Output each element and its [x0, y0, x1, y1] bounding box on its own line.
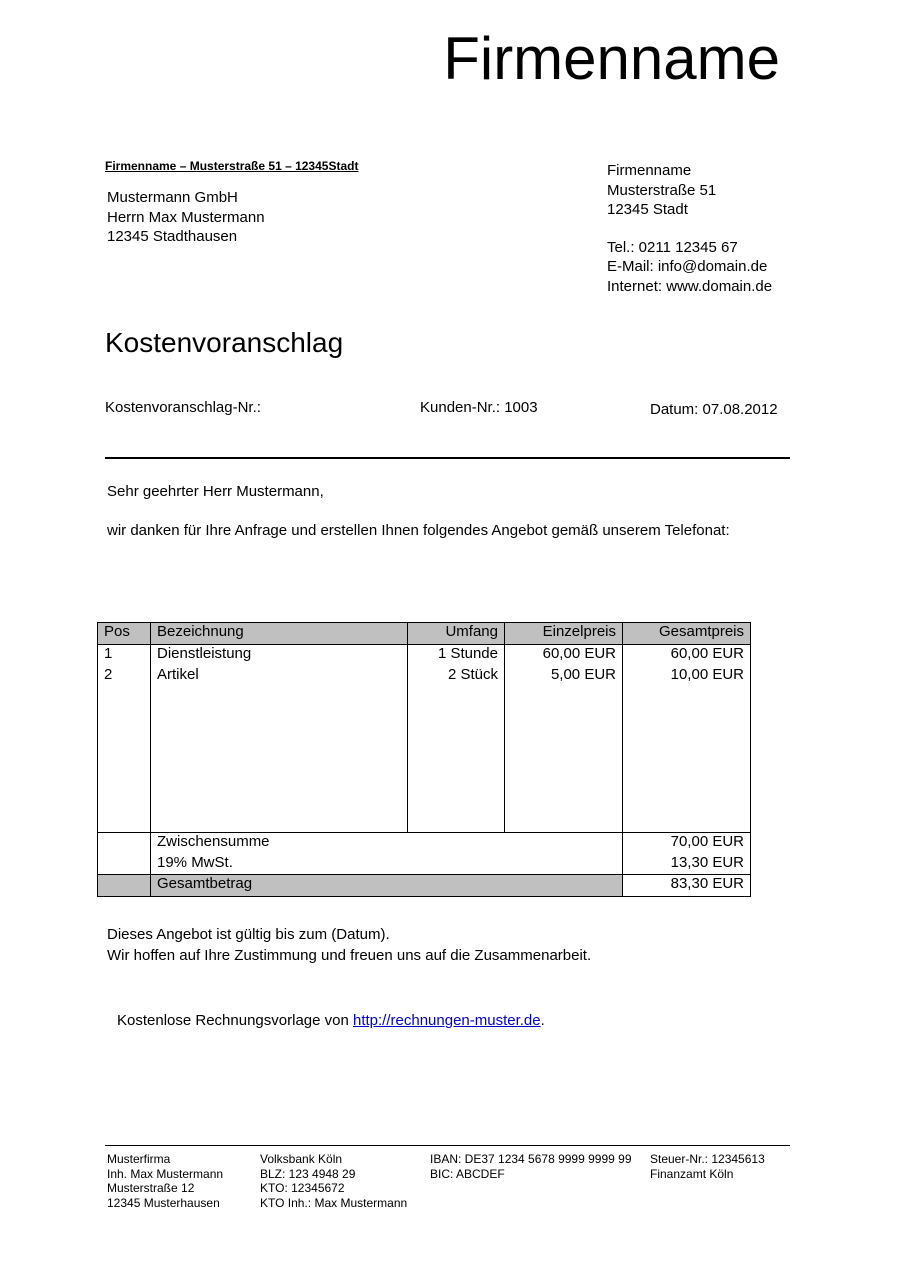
column-header-einzelpreis: Einzelpreis — [505, 623, 623, 645]
recipient-line-1: Mustermann GmbH — [107, 189, 238, 206]
cell-bezeichnung: Artikel — [151, 666, 408, 687]
closing-note: Wir hoffen auf Ihre Zustimmung und freuen uns auf die Zusammenarbeit. — [107, 947, 592, 964]
vat-row — [98, 854, 751, 875]
closing-paragraph — [107, 924, 591, 966]
company-address-block — [607, 161, 772, 296]
footer-line: IBAN: DE37 1234 5678 9999 9999 99 — [430, 1152, 632, 1166]
cell-umfang: 2 Stück — [408, 666, 505, 687]
company-phone: Tel.: 0211 12345 67 — [607, 238, 738, 256]
grand-total-label: Gesamtbetrag — [151, 875, 623, 897]
footer-tax-column — [650, 1152, 765, 1181]
footer-line: BLZ: 123 4948 29 — [260, 1166, 356, 1181]
cell-einzelpreis: 60,00 EUR — [505, 645, 623, 666]
cell-pos: 1 — [98, 645, 151, 666]
footer-divider — [105, 1145, 790, 1146]
company-website: Internet: www.domain.de — [607, 277, 773, 295]
footer-line: Volksbank Köln — [260, 1152, 343, 1166]
vat-value: 13,30 EUR — [623, 854, 751, 875]
salutation: Sehr geehrter Herr Mustermann, — [107, 483, 324, 500]
footer-line: 12345 Musterhausen — [107, 1195, 220, 1210]
cell-bezeichnung: Dienstleistung — [151, 645, 408, 666]
company-logo-title: Firmenname — [443, 25, 780, 92]
grand-total-row — [98, 875, 751, 897]
footer-line: Steuer-Nr.: 12345613 — [650, 1152, 765, 1166]
recipient-line-2: Herrn Max Mustermann — [107, 208, 265, 226]
empty-cell — [408, 687, 505, 833]
header-divider — [105, 457, 790, 459]
company-contact — [607, 238, 772, 297]
company-email: E-Mail: info@domain.de — [607, 258, 768, 275]
cell-umfang: 1 Stunde — [408, 645, 505, 666]
table-empty-space — [98, 687, 751, 833]
cell-gesamtpreis: 60,00 EUR — [623, 645, 751, 666]
footer-line: KTO: 12345672 — [260, 1181, 345, 1195]
footer-line: Finanzamt Köln — [650, 1166, 734, 1181]
cell-pos: 2 — [98, 666, 151, 687]
recipient-address-block — [107, 188, 265, 247]
attribution-suffix: . — [540, 1012, 545, 1029]
column-header-umfang: Umfang — [408, 623, 505, 645]
company-address — [607, 161, 772, 220]
document-meta-row — [105, 399, 795, 419]
empty-cell — [98, 687, 151, 833]
footer-company-column — [107, 1152, 223, 1210]
column-header-pos: Pos — [98, 623, 151, 645]
footer-line: KTO Inh.: Max Mustermann — [260, 1195, 408, 1210]
validity-note: Dieses Angebot ist gültig bis zum (Datum). — [107, 926, 390, 943]
subtotal-row — [98, 833, 751, 854]
footer-iban-column — [430, 1152, 632, 1181]
company-address-line-3: 12345 Stadt — [607, 201, 688, 218]
table-row — [98, 666, 751, 687]
estimate-number-label: Kostenvoranschlag-Nr.: — [105, 399, 261, 416]
sender-return-address: Firmenname – Musterstraße 51 – 12345Stadt — [105, 159, 359, 173]
footer-line: Inh. Max Mustermann — [107, 1166, 224, 1181]
footer-line: Musterstraße 12 — [107, 1181, 195, 1195]
company-address-line-2: Musterstraße 51 — [607, 181, 717, 199]
empty-cell — [151, 687, 408, 833]
template-attribution — [117, 1012, 545, 1029]
recipient-line-3: 12345 Stadthausen — [107, 228, 238, 245]
footer-line: Musterfirma — [107, 1152, 171, 1166]
empty-cell — [505, 687, 623, 833]
footer-bank-column — [260, 1152, 407, 1210]
vat-label: 19% MwSt. — [151, 854, 623, 875]
subtotal-value: 70,00 EUR — [623, 833, 751, 854]
grand-total-value: 83,30 EUR — [623, 875, 751, 897]
empty-cell — [98, 875, 151, 897]
table-header-row — [98, 623, 751, 645]
company-address-line-1: Firmenname — [607, 162, 692, 179]
document-date: Datum: 07.08.2012 — [650, 401, 778, 418]
empty-cell — [98, 833, 151, 854]
empty-cell — [623, 687, 751, 833]
customer-number: Kunden-Nr.: 1003 — [420, 399, 538, 416]
cell-gesamtpreis: 10,00 EUR — [623, 666, 751, 687]
intro-paragraph: wir danken für Ihre Anfrage und erstellen Ihnen folgendes Angebot gemäß unserem Telefonat: — [107, 522, 730, 539]
attribution-text: Kostenlose Rechnungsvorlage von — [117, 1012, 353, 1029]
subtotal-label: Zwischensumme — [151, 833, 623, 854]
column-header-bezeichnung: Bezeichnung — [151, 623, 408, 645]
column-header-gesamtpreis: Gesamtpreis — [623, 623, 751, 645]
template-source-link[interactable]: http://rechnungen-muster.de — [353, 1012, 541, 1029]
page-title: Kostenvoranschlag — [105, 327, 344, 358]
cell-einzelpreis: 5,00 EUR — [505, 666, 623, 687]
empty-cell — [98, 854, 151, 875]
positions-table — [97, 622, 751, 897]
footer-line: BIC: ABCDEF — [430, 1166, 505, 1181]
table-row — [98, 645, 751, 666]
